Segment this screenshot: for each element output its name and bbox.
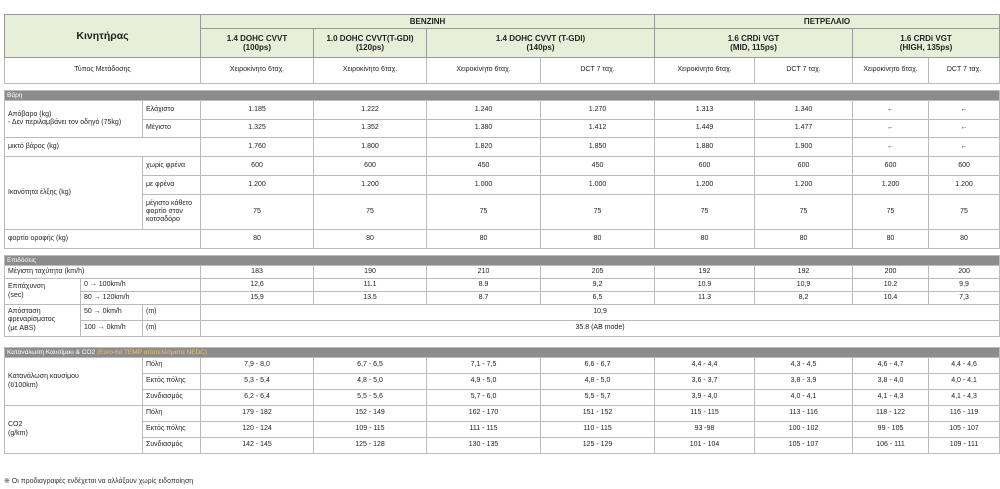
table-row: Απόσταση φρεναρίσματος (με ABS) 50 → 0km/h (m) 10,9 (5, 305, 1000, 321)
table-row: Εκτός πόλης 5,3 - 5,4 4,8 - 5,0 4,9 - 5,0 4,8 - 5,0 3,6 - 3,7 3,8 - 3,9 3,8 - 4,0 4,0 - 4,1 (5, 374, 1000, 390)
transmission-label: Τύπος Μετάδοσης (5, 58, 201, 84)
transmission-cell: Χειροκίνητο 6ταχ. (655, 58, 755, 84)
table-row: Συνδιασμός 6,2 - 6,4 5,5 - 5,6 5,7 - 6,0 5,5 - 5,7 3,9 - 4,0 4,0 - 4,1 4,1 - 4,3 4,1 - 4,3 (5, 390, 1000, 406)
table-row: CO2 (g/km) Πόλη 179 - 182 152 - 149 162 - 170 151 - 152 115 - 115 113 - 116 118 - 122 116 - 119 (5, 406, 1000, 422)
transmission-cell: Χειροκίνητο 6ταχ. (427, 58, 541, 84)
section-header-consumption: Κατανάλωση Καυσίμου & CO2 (Euro-6d TEMP αποτελέσματα NEDC) (5, 348, 1000, 358)
spacer-row (5, 337, 1000, 348)
transmission-cell: DCT 7 ταχ. (755, 58, 853, 84)
transmission-row (5, 58, 1000, 84)
braking-label: Απόσταση φρεναρίσματος (με ABS) (5, 305, 81, 337)
petrol-header: ΒΕΝΖΙΝΗ (201, 15, 655, 29)
engine-header: 1.4 DOHC CVVT (100ps) (201, 29, 314, 58)
co2-label: CO2 (g/km) (5, 406, 143, 454)
accel-label: Επιτάχυνση (sec) (5, 279, 81, 305)
transmission-cell: Χειροκίνητο 6ταχ. (853, 58, 929, 84)
table-row: Μέγιστο 1.325 1.352 1.380 1.412 1.449 1.477 ← ← (5, 120, 1000, 138)
spacer-row (5, 249, 1000, 256)
footnote: ※ Οι προδιαγραφές ενδέχεται να αλλάξουν χωρίς ειδοποίηση (4, 478, 194, 485)
transmission-cell: Χειροκίνητο 6ταχ. (314, 58, 427, 84)
table-row: φορτίο οροφής (kg) 80 80 80 80 80 80 80 80 (5, 230, 1000, 249)
engine-header: 1.6 CRDi VGT (MID, 115ps) (655, 29, 853, 58)
table-row: Επιτάχυνση (sec) 0 → 100km/h 12,6 11.1 8.9 9,2 10.9 10,9 10.2 9,9 (5, 279, 1000, 292)
table-row: 80 → 120km/h 15,9 13.5 8.7 6,5 11.3 8,2 10.4 7,3 (5, 292, 1000, 305)
engine-header: 1.0 DOHC CVVT(T-GDI) (120ps) (314, 29, 427, 58)
specs-table (4, 14, 1000, 454)
table-row: 100 → 0km/h (m) 35.8 (AB mode) (5, 321, 1000, 337)
table-row: Μέγιστη ταχύτητα (km/h) 183 190 210 205 192 192 200 200 (5, 266, 1000, 279)
engine-header: 1.6 CRDi VGT (HIGH, 135ps) (853, 29, 1000, 58)
table-row: μέγιστο κάθετο φορτίο στον κοτσαδόρο 75 75 75 75 75 75 75 75 (5, 195, 1000, 230)
table-row: Ικανότητα έλξης (kg) χωρίς φρένα 600 600 450 450 600 600 600 600 (5, 157, 1000, 176)
table-row: μικτό βάρος (kg) 1.760 1.800 1.820 1.850 1.880 1.900 ← ← (5, 138, 1000, 157)
transmission-cell: DCT 7 ταχ. (541, 58, 655, 84)
spacer-row (5, 84, 1000, 91)
engine-title: Κινητήρας (5, 15, 201, 58)
section-header-weights: Βάρη (5, 91, 1000, 101)
table-row: Εκτός πόλης 120 - 124 109 - 115 111 - 115 110 - 115 93 -98 100 - 102 99 - 105 105 - 107 (5, 422, 1000, 438)
table-row: με φρένα 1.200 1.200 1.000 1.000 1.200 1.200 1.200 1.200 (5, 176, 1000, 195)
engine-header: 1.4 DOHC CVVT (T-GDI) (140ps) (427, 29, 655, 58)
fuel-consumption-label: Κατανάλωση καυσίμου (ℓ/100km) (5, 358, 143, 406)
fuel-type-row (5, 15, 1000, 29)
unladen-label: Απόβαρο (kg) - Δεν περιλαμβάνει τον οδηγό (75kg) (5, 101, 143, 138)
diesel-header: ΠΕΤΡΕΛΑΙΟ (655, 15, 1000, 29)
section-header-performance: Επιδόσεις (5, 256, 1000, 266)
table-row: Συνδιασμός 142 - 145 125 - 128 130 - 135 125 - 129 101 - 104 105 - 107 106 - 111 109 - 111 (5, 438, 1000, 454)
transmission-cell: Χειροκίνητο 6ταχ. (201, 58, 314, 84)
transmission-cell: DCT 7 ταχ. (929, 58, 1000, 84)
table-row: Απόβαρο (kg) - Δεν περιλαμβάνει τον οδηγό (75kg) Ελάχιστο 1.185 1.222 1.240 1.270 1.313 1.340 ← ← (5, 101, 1000, 120)
table-row: Κατανάλωση καυσίμου (ℓ/100km) Πόλη 7,9 - 8,0 6,7 - 6,5 7,1 - 7,5 6,6 - 6,7 4,4 - 4,4 4,3 - 4,5 4,6 - 4,7 4,4 - 4,6 (5, 358, 1000, 374)
